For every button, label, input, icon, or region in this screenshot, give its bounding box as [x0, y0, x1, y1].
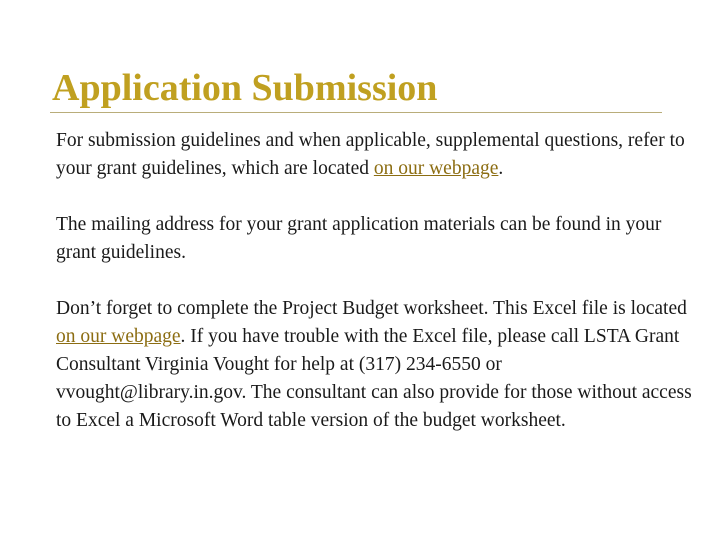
- slide-title: Application Submission: [52, 67, 438, 109]
- paragraph-guidelines-text: For submission guidelines and when applicable, supplemental questions, refer to your grant guidelines, which are located: [56, 130, 685, 179]
- paragraph-mailing-address: The mailing address for your grant application materials can be found in your grant guidelines.: [56, 214, 662, 263]
- paragraph-budget-worksheet: [56, 295, 692, 435]
- webpage-link[interactable]: on our webpage: [373, 158, 499, 179]
- paragraph-guidelines: [56, 127, 692, 183]
- paragraph-budget-text: Don’t forget to complete the Project Budget worksheet. This Excel file is located: [56, 298, 687, 319]
- title-divider: [50, 112, 662, 113]
- slide-body: [56, 127, 692, 463]
- paragraph-guidelines-end: .: [498, 158, 504, 179]
- budget-webpage-link[interactable]: on our webpage: [56, 326, 181, 347]
- paragraph-budget-end: . If you have trouble with the Excel file, please call LSTA Grant Consultant Virginia Vought for help at (317) 234-6550 or vvought@library.in.gov. The consultant can also provide for those without access to Excel a Microsoft Word table version of the budget worksheet.: [56, 326, 692, 431]
